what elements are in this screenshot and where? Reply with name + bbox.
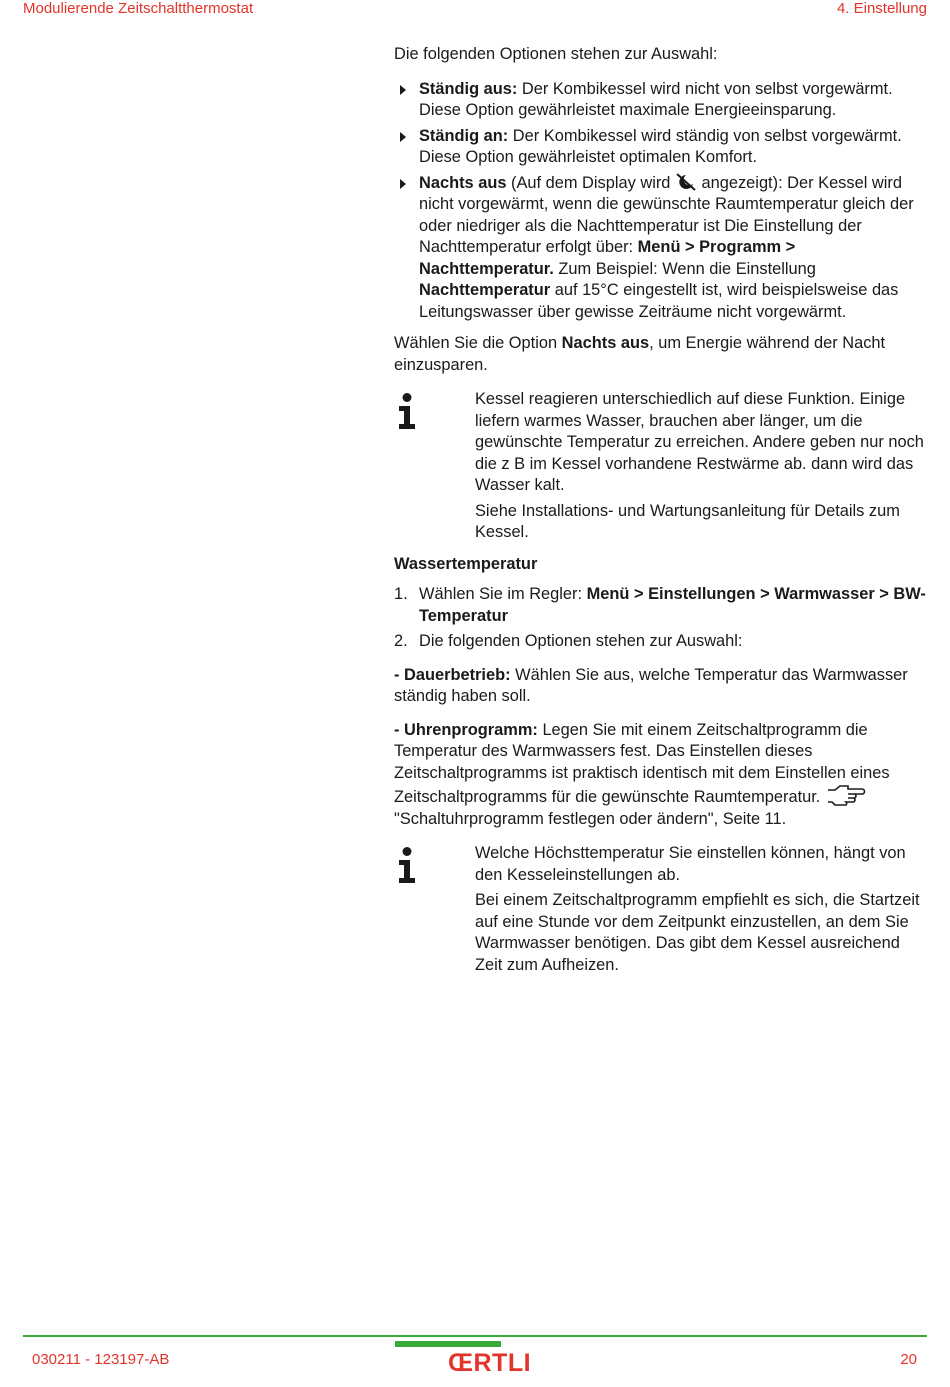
page-reference[interactable]: "Schaltuhrprogramm festlegen oder ändern", Seite 11. xyxy=(394,809,787,828)
night-off-icon xyxy=(675,173,697,191)
section-title: Wassertemperatur xyxy=(394,554,538,573)
info-icon xyxy=(396,847,418,883)
triangle-bullet-icon xyxy=(400,132,406,142)
option-term: Ständig an: xyxy=(419,126,509,145)
list-item: 2. Die folgenden Optionen stehen zur Auswahl: xyxy=(394,631,928,653)
page-number: 20 xyxy=(900,1351,917,1368)
option-text: auf 15°C eingestellt ist, wird beispielsweise das Leitungswasser über gewisse Zeiträume nicht vorgewärmt. xyxy=(419,281,899,321)
pointing-hand-icon xyxy=(826,784,866,806)
option-text: angezeigt): Der Kessel wird nicht vorgewärmt, wenn die gewünschte Raumtemperatur gleich der oder niedriger als die Nachttemperatur ist Die Einstellung der Nachttemperatur erfolgt über: xyxy=(419,173,914,256)
dauer-paragraph: - Dauerbetrieb: Wählen Sie aus, welche Temperatur das Warmwasser ständig haben soll. xyxy=(394,665,908,705)
options-list xyxy=(394,79,928,324)
menu-path: Menü > Einstellungen > Warmwasser > BW-Temperatur xyxy=(419,585,926,625)
uhren-paragraph: - Uhrenprogramm: Legen Sie mit einem Zeitschaltprogramm die Temperatur des Warmwassers fest. Das Einstellen dieses Zeitschaltprogramms ist praktisch identisch mit dem Einstellen eines Zeitschaltprogramms für die gewünschte Raumtemperatur. "Schaltuhrprogramm festlegen oder ändern", Seite 11. xyxy=(394,720,890,828)
note-text: Siehe Installations- und Wartungsanleitung für Details zum Kessel. xyxy=(475,501,900,541)
info-note xyxy=(394,843,928,976)
info-icon xyxy=(396,393,418,429)
list-item xyxy=(394,173,928,324)
list-item xyxy=(394,79,928,122)
option-term: Nachts aus xyxy=(419,173,507,192)
option-text: Der Kombikessel wird ständig von selbst vorgewärmt. Diese Option gewährleistet optimalen Komfort. xyxy=(419,126,902,166)
triangle-bullet-icon xyxy=(400,85,406,95)
option-term: Ständig aus: xyxy=(419,79,518,98)
choose-paragraph: Wählen Sie die Option Nachts aus, um Energie während der Nacht einzusparen. xyxy=(394,334,886,374)
list-item: 1. Wählen Sie im Regler: Menü > Einstellungen > Warmwasser > BW-Temperatur xyxy=(394,585,926,625)
intro-text: Die folgenden Optionen stehen zur Auswahl: xyxy=(394,45,718,63)
option-text: Der Kombikessel wird nicht von selbst vorgewärmt. Diese Option gewährleistet maximale Energieeinsparung. xyxy=(419,79,893,119)
info-note xyxy=(394,389,928,544)
header-left: Modulierende Zeitschaltthermostat xyxy=(23,0,254,17)
step-number: 1. xyxy=(394,585,408,603)
note-text: Bei einem Zeitschaltprogramm empfiehlt es sich, die Startzeit auf eine Stunde vor dem Zeitpunkt einzustellen, an dem Sie Warmwasser benötigen. Das gibt dem Kessel ausreichend Zeit zum Aufheizen. xyxy=(475,891,920,974)
option-text: Zum Beispiel: Wenn die Einstellung xyxy=(553,259,816,278)
content xyxy=(394,44,928,986)
triangle-bullet-icon xyxy=(400,179,406,189)
oertli-logo: ŒRTLI xyxy=(448,1349,532,1377)
steps-list xyxy=(394,584,928,653)
note-text: Kessel reagieren unterschiedlich auf diese Funktion. Einige liefern warmes Wasser, brauchen aber länger, um die gewünschte Temperatur zu erreichen. Andere geben nur noch die z B im Kessel vorhandene Restwärme ab. dann wird das Wasser kalt. xyxy=(475,390,924,494)
footer-divider xyxy=(23,1335,927,1337)
step-number: 2. xyxy=(394,632,408,650)
document-number: 030211 - 123197-AB xyxy=(32,1351,170,1368)
footer-accent-bar xyxy=(395,1341,501,1347)
option-text: (Auf dem Display wird xyxy=(506,173,675,192)
header-right: 4. Einstellung xyxy=(836,0,927,17)
menu-path: Menü > Programm > Nachttemperatur. xyxy=(419,238,796,278)
note-text: Welche Höchsttemperatur Sie einstellen können, hängt von den Kesseleinstellungen ab. xyxy=(475,844,906,884)
list-item xyxy=(394,126,928,169)
option-term: Nachttemperatur xyxy=(419,281,551,299)
